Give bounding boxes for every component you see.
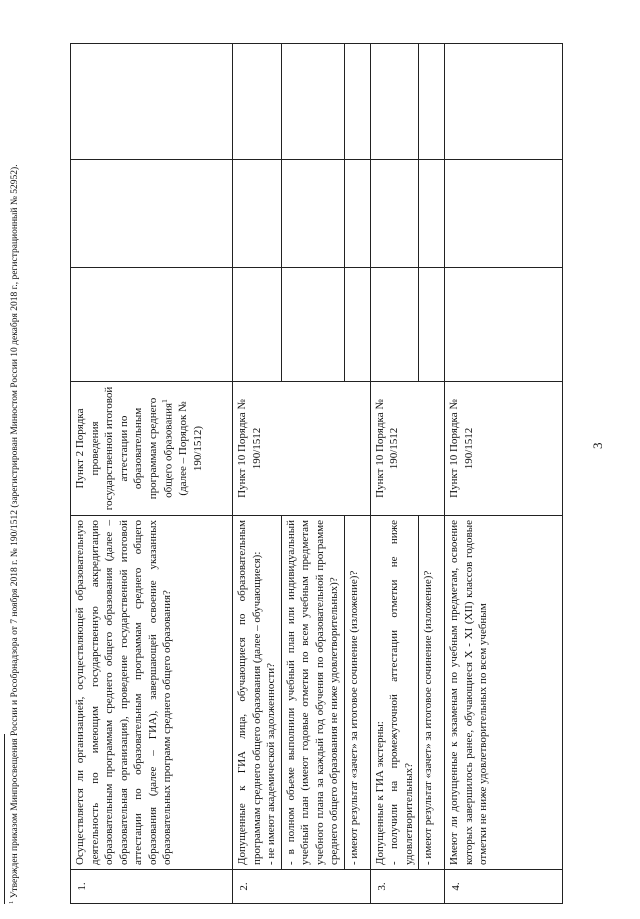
answer-cell[interactable] <box>281 44 344 160</box>
answer-cell[interactable] <box>370 160 419 268</box>
question-item: - получили на промежуточной аттестации отметки не ниже удовлетворительных? <box>388 520 415 865</box>
answer-cell[interactable] <box>445 44 563 160</box>
footnote-marker: 1 <box>160 399 170 403</box>
table-row <box>233 44 282 904</box>
answer-cell[interactable] <box>281 268 344 382</box>
question-text <box>233 516 282 870</box>
checklist-table <box>70 43 563 904</box>
legal-reference: Пункт 10 Порядка № 190/1512 <box>233 382 371 516</box>
row-number: 2. <box>233 870 371 904</box>
answer-cell[interactable] <box>419 160 445 268</box>
answer-cell[interactable] <box>445 160 563 268</box>
answer-cell[interactable] <box>419 268 445 382</box>
footnote <box>8 44 22 904</box>
row-number: 4. <box>445 870 563 904</box>
question-intro: Допущенные к ГИА экстерны: <box>373 721 386 865</box>
answer-cell[interactable] <box>344 44 370 160</box>
footnote-text: Утвержден приказом Минпросвещения России и Рособрнадзора от 7 ноября 2018 г. № 190/1512 (зарегистрирован Минюстом России 10 декабря 2018 г., регистрационный № 52952). <box>10 164 21 901</box>
answer-cell[interactable] <box>71 268 233 382</box>
answer-cell[interactable] <box>344 268 370 382</box>
question-subitem: - имеют результат «зачет» за итоговое сочинение (изложение)? <box>419 516 445 870</box>
reference-tail: (далее – Порядок № 190/1512) <box>177 401 204 496</box>
question-subitem: - имеют результат «зачет» за итоговое сочинение (изложение)? <box>344 516 370 870</box>
answer-cell[interactable] <box>71 44 233 160</box>
footnote-divider <box>4 734 5 904</box>
reference-text: Пункт 2 Порядка проведения государственной итоговой аттестации по образовательным программам среднего общего образования <box>74 386 175 511</box>
question-intro: Допущенные к ГИА лица, обучающиеся по образовательным программам среднего общего образования (далее – обучающиеся): <box>236 520 263 865</box>
question-text: Имеют ли допущенные к экзаменам по учебным предметам, освоение которых завершилось ранее, обучающиеся X - XI (XII) классов годовые отметки не ниже удовлетворительных по всем учебным <box>445 516 563 870</box>
rotated-page-content <box>0 7 560 912</box>
answer-cell[interactable] <box>419 44 445 160</box>
answer-cell[interactable] <box>233 44 282 160</box>
answer-cell[interactable] <box>233 268 282 382</box>
answer-cell[interactable] <box>233 160 282 268</box>
legal-reference: Пункт 10 Порядка № 190/1512 <box>445 382 563 516</box>
answer-cell[interactable] <box>71 160 233 268</box>
answer-cell[interactable] <box>445 268 563 382</box>
answer-cell[interactable] <box>370 44 419 160</box>
row-number: 1. <box>71 870 233 904</box>
answer-cell[interactable] <box>370 268 419 382</box>
page-number: 3 <box>590 442 605 449</box>
question-text: Осуществляется ли организацией, осуществляющей образовательную деятельность по имеющим государственную аккредитацию образовательным программам среднего общего образования (далее – образовательная организация), проведение государственной итоговой аттестации по образовательным программам среднего общего образования (далее – ГИА), завершающей освоение указанных образовательных программ среднего общего образования? <box>71 516 233 870</box>
footnote-marker: 1 <box>8 900 15 904</box>
table-row <box>445 44 563 904</box>
table-row <box>71 44 233 904</box>
table-row <box>370 44 419 904</box>
row-number: 3. <box>370 870 445 904</box>
legal-reference: Пункт 10 Порядка № 190/1512 <box>370 382 445 516</box>
answer-cell[interactable] <box>344 160 370 268</box>
legal-reference <box>71 382 233 516</box>
answer-cell[interactable] <box>281 160 344 268</box>
question-item: - не имеют академической задолженности? <box>265 662 278 865</box>
question-subitem: - в полном объеме выполнили учебный план или индивидуальный учебный план (имеют годовые отметки по всем учебным предметам учебного плана за каждый год обучения по образовательной программе среднего общего образования не ниже удовлетворительных)? <box>281 516 344 870</box>
question-text <box>370 516 419 870</box>
